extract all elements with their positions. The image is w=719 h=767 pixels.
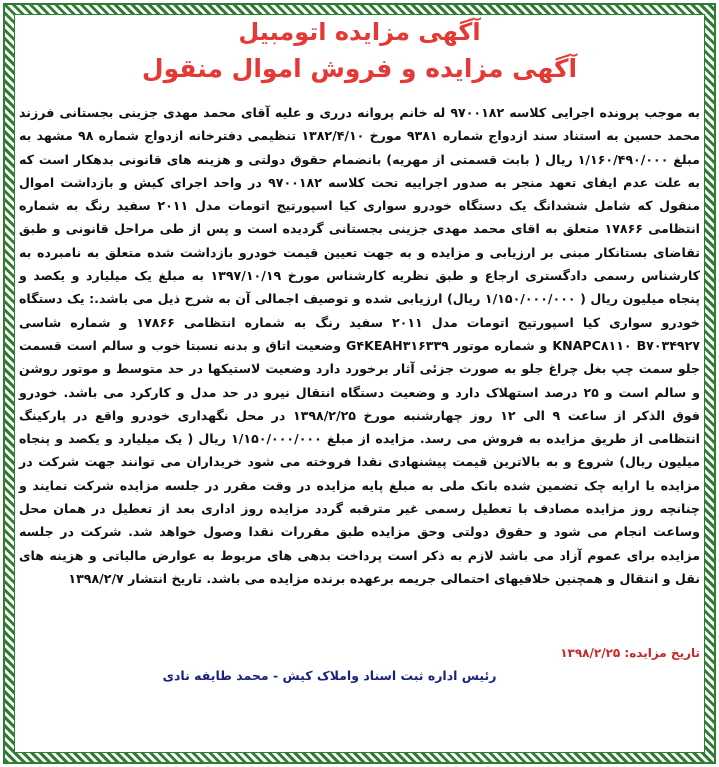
notice-panel bbox=[14, 14, 705, 753]
notice-body: به موجب پرونده اجرایی کلاسه ۹۷۰۰۱۸۲ له خانم پروانه درری و علیه آقای محمد مهدی جزینی بجستانی فرزند محمد حسین به استناد سند ازدواج شماره ۹۳۸۱ مورخ ۱۳۸۲/۴/۱۰ تنظیمی دفترخانه ازدواج شماره ۹۸ مشهد به مبلغ ۱/۱۶۰/۴۹۰/۰۰۰ ریال ( بابت قسمتی از مهریه) بانضمام حقوق دولتی و هزینه های قانونی بدهکار است که به علت عدم ایفای تعهد منجر به صدور اجراییه تحت کلاسه ۹۷۰۰۱۸۲ در واحد اجرای کیش و بازداشت اموال منقول که شامل ششدانگ یک دستگاه خودرو سواری کیا اسپورتیج اتومات مدل ۲۰۱۱ سفید رنگ به شماره انتظامی ۱۷۸۶۶ متعلق به اقای محمد مهدی جزینی بجستانی گردیده است و پس از طی مراحل قانونی و طبق تقاضای بستانکار مبنی بر ارزیابی و مزایده و به جهت تعیین قیمت خودرو بازداشت شده متعلق به نامبرده به کارشناس رسمی دادگستری ارجاع و طبق نظریه کارشناس مورخ ۱۳۹۷/۱۰/۱۹ به مبلغ یک میلیارد و یکصد و پنجاه میلیون ریال ( ۱/۱۵۰/۰۰۰/۰۰۰ ریال) ارزیابی شده و توصیف اجمالی آن به شرح ذیل می باشد.: یک دستگاه خودرو سواری کیا اسپورتیج اتومات مدل ۲۰۱۱ سفید رنگ به شماره انتظامی ۱۷۸۶۶ و شماره شاسی KNAPC۸۱۱۰ B۷۰۳۴۹۲۷ و شماره موتور G۴KEAH۳۱۶۳۳۹ وضعیت اتاق و بدنه نسبتا خوب و سالم است قسمت جلو سمت چپ بغل چراغ جلو به صورت جزئی آثار برخورد دارد وضعیت لاستیکها در حد متوسط و موتور روشن و سالم است و ۲۵ درصد استهلاک دارد و وضعیت دستگاه انتقال نیرو در حد مدل و کارکرد می باشد. خودرو فوق الذکر از ساعت ۹ الی ۱۲ روز چهارشنبه مورخ ۱۳۹۸/۲/۲۵ در محل نگهداری خودرو واقع در پارکینگ انتظامی از طریق مزایده به فروش می رسد. مزایده از مبلغ ۱/۱۵۰/۰۰۰/۰۰۰ ریال ( یک میلیارد و یکصد و پنجاه میلیون ریال) شروع و به بالاترین قیمت پیشنهادی نقدا فروخته می شود خریداران می توانند جهت شرکت در مزایده با ارایه چک تضمین شده بانک ملی به مبلغ پایه مزایده در وقت مقرر در جلسه مزایده شرکت نمایند و چنانچه روز مزایده مصادف با تعطیل رسمی غیر مترقبه گردد مزایده روز اداری بعد از تعطیل در همان محل وساعت انجام می شود و حقوق دولتی وحق مزایده طبق مقررات نقدا وصول خواهد شد. شرکت در جلسه مزایده برای عموم آزاد می باشد لازم به ذکر است پرداخت بدهی های مربوط به عوارض مالیاتی و هزینه های نقل و انتقال و همچنین خلافیهای احتمالی جریمه برعهده برنده مزایده می باشد. تاریخ انتشار ۱۳۹۸/۲/۷ bbox=[19, 105, 701, 586]
notice-border bbox=[3, 3, 716, 764]
notice-title-sub: آگهی مزایده و فروش اموال منقول bbox=[141, 54, 578, 83]
auction-date: تاریخ مزایده: ۱۳۹۸/۲/۲۵ bbox=[560, 646, 700, 660]
signature-line: رئیس اداره ثبت اسناد واملاک کیش - محمد طایفه نادی bbox=[162, 668, 497, 683]
notice-title-main: آگهی مزایده اتومبیل bbox=[238, 18, 481, 46]
